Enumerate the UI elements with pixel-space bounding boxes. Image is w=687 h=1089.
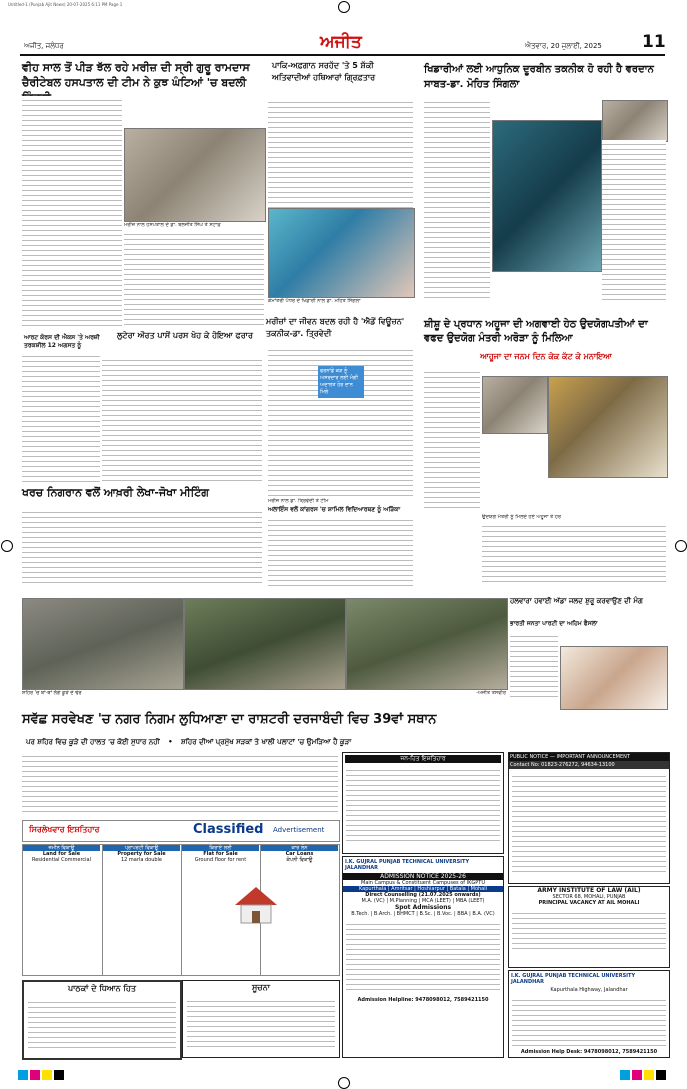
photo-caption: ਉਦਯੋਗ ਮੰਤਰੀ ਨੂੰ ਮਿਲਦੇ ਹੋਏ ਅਹੂਜਾ ਤੇ ਹੋਰ xyxy=(482,514,561,520)
bullet-one: ਪਰ ਸ਼ਹਿਰ ਵਿਚ ਕੂੜੇ ਦੀ ਹਾਲਤ 'ਚ ਕੋਈ ਸੁਧਾਰ ਨਹੀਂ xyxy=(26,738,160,746)
army-vacancy: PRINCIPAL VACANCY AT AIL MOHALI xyxy=(538,900,640,906)
article-body xyxy=(482,522,666,582)
ptu-counselling: Direct Counselling (21.07.2025 onwards) xyxy=(365,892,481,898)
info-notice-body xyxy=(187,997,335,1047)
reader-notice xyxy=(22,980,182,1060)
garbage-photo xyxy=(184,598,346,690)
cls-head: ਜ਼ਮੀਨ ਵਿਕਾਊ xyxy=(23,845,100,851)
notice-contact: Contact No: 01823-276272, 94634-13100 xyxy=(509,761,669,769)
ptu-helpline: Admission Helpline: 9478098012, 7589421150 xyxy=(357,997,489,1003)
article-body xyxy=(268,516,413,586)
registration-mark xyxy=(675,540,687,552)
ptu-courses: M.A. (VC) | M.Planning | MCA (LEET) | MBA (LEET) xyxy=(361,898,485,904)
print-slug: Untitled-1 (Punjab Ajit News) 20-07-2025 6:11 PM Page 1 xyxy=(8,2,123,7)
army-law-ad xyxy=(508,886,670,968)
story-headline: ਸ਼ੀਸ਼ੂ ਦੇ ਪ੍ਰਧਾਨ ਅਹੂਜਾ ਦੀ ਅਗਵਾਈ ਹੇਠ ਉਦਯੋਗਪਤੀਆਂ ਦਾ ਵਫਦ ਉਦਯੋਗ ਮੰਤਰੀ ਅਰੋੜਾ ਨੂੰ ਮਿਲਿਆ xyxy=(424,319,648,344)
photo-credit: -ਅਜੀਤ ਤਸਵੀਰ xyxy=(476,690,506,696)
article-body xyxy=(424,368,480,508)
info-notice-title: ਸੂਚਨਾ xyxy=(251,983,270,992)
cls-col xyxy=(23,845,100,975)
page-number: 11 xyxy=(642,32,666,52)
cmyk-square xyxy=(620,1070,630,1080)
ptu-admission-ad xyxy=(342,856,504,1058)
psa-title: ਜਨ-ਹਿਤ ਇਸ਼ਤਿਹਾਰ xyxy=(345,755,501,763)
bullet-two: ਸ਼ਹਿਰ ਦੀਆਂ ਪ੍ਰਮੁੱਖ ਸੜਕਾਂ ਤੇ ਖਾਲੀ ਪਲਾਟਾਂ 'ਚ ਉਮੜਿਆ ਹੈ ਕੂੜਾ xyxy=(180,738,352,746)
ptu-subtitle: Main Campus & Constituent Campuses of IKGPTU xyxy=(361,880,485,886)
story-headline: ਅਲਾਇੰਸ ਵਲੋਂ ਕਾਂਗਰਸ 'ਚ ਸ਼ਾਮਿਲ ਵਿਦਿਆਰਥਣ ਨੂੰ ਅੜਿੱਕਾ xyxy=(268,506,401,513)
photo-caption: ਕੌਮਾਂਤਰੀ ਪੱਧਰ ਦੇ ਖਿਡਾਰੀ ਨਾਲ ਡਾ. ਮੋਹਿਤ ਸਿੰਗਲਾ xyxy=(268,298,361,304)
article-photo xyxy=(548,376,668,478)
ptu-notice-ad xyxy=(508,970,670,1058)
article-body xyxy=(268,98,413,208)
story-subheadline: ਆਹੂਜਾ ਦਾ ਜਨਮ ਦਿਨ ਕੇਕ ਕੱਟ ਕੇ ਮਨਾਇਆ xyxy=(480,352,612,361)
story-headline: ਵੀਹ ਸਾਲ ਤੋਂ ਪੀੜ ਝੱਲ ਰਹੇ ਮਰੀਜ਼ ਦੀ ਸ੍ਰੀ ਗੁਰੂ ਰਾਮਦਾਸ ਚੈਰੀਟੇਬਲ ਹਸਪਤਾਲ ਦੀ ਟੀਮ ਨੇ ਕੁਝ ਘੰਟਿਆਂ 'ਚ ਬਦਲੀ xyxy=(22,61,250,89)
article-photo xyxy=(482,376,548,434)
cls-text: 12 marla double xyxy=(120,857,163,863)
story-headline: ਪਾਕਿ-ਅਫ਼ਗਾਨ ਸਰਹੱਦ 'ਤੇ 5 ਸ਼ੱਕੀ ਅਤਿਵਾਦੀਆਂ ਹਥਿਆਰਾਂ ਗ੍ਰਿਫ਼ਤਾਰ xyxy=(272,61,376,82)
story-headline: ਖਿਡਾਰੀਆਂ ਲਈ ਆਧੁਨਿਕ ਦੂਰਬੀਨ ਤਕਨੀਕ ਹੋ ਰਹੀ ਹੈ ਵਰਦਾਨ ਸਾਬਤ-ਡਾ. ਮੋਹਿਤ ਸਿੰਗਲਾ xyxy=(424,64,654,90)
ptu-name: I.K. GUJRAL PUNJAB TECHNICAL UNIVERSITY JALANDHAR xyxy=(345,859,470,871)
article-body xyxy=(22,752,338,816)
cls-sub: Flat for Sale xyxy=(203,851,238,857)
photo-caption: ਮਰੀਜ਼ ਨਾਲ ਹਸਪਤਾਲ ਦੇ ਡਾ. ਬਲਜੀਤ ਸਿੰਘ ਤੇ ਸਟਾਫ਼ xyxy=(124,222,221,228)
ptu-spot: Spot Admissions xyxy=(394,904,452,911)
classified-header xyxy=(22,820,340,842)
cls-head: ਕਿਰਾਏ ਲਈ xyxy=(182,845,259,851)
army-subtitle: SECTOR 68, MOHALI, PUNJAB xyxy=(552,894,626,900)
page-date: ਐਤਵਾਰ, 20 ਜੁਲਾਈ, 2025 xyxy=(525,42,602,50)
classified-label-pb: ਸਿਰਲੇਖਵਾਰ ਇਸ਼ਤਿਹਾਰ xyxy=(29,825,100,834)
cmyk-square xyxy=(30,1070,40,1080)
reader-notice-body xyxy=(28,998,176,1048)
notice-body xyxy=(512,772,666,872)
notice-box xyxy=(508,752,670,884)
story-headline: ਖਰਚ ਨਿਗਰਾਨ ਵਲੋਂ ਆਖ਼ਰੀ ਲੇਖਾ-ਜੋਖਾ ਮੀਟਿੰਗ xyxy=(22,486,209,499)
ptu2-name: I.K. GUJRAL PUNJAB TECHNICAL UNIVERSITY JALANDHAR xyxy=(511,973,636,985)
article-photo xyxy=(268,208,415,298)
main-headline: ਸਵੱਛ ਸਰਵੇਖਣ 'ਚ ਨਗਰ ਨਿਗਮ ਲੁਧਿਆਣਾ ਦਾ ਰਾਸ਼ਟਰੀ ਦਰਜਾਬੰਦੀ ਵਿਚ 39ਵਾਂ ਸਥਾਨ xyxy=(22,712,437,727)
story-subheadline: ਭਾਰਤੀ ਜਨਤਾ ਪਾਰਟੀ ਦਾ ਅਹਿਮ ਫੈਸਲਾ xyxy=(510,620,598,627)
pull-quote: ਫਰਨਾਂਡੇ ਕੜ ਨੂੰ ਅਸਰਦਾਰ ਲਈ ਮੰਗੀ ਅਦਾਲਤ ਹੋਰ ਦਾਨ ਮਿਲੇ xyxy=(318,366,364,398)
article-photo xyxy=(124,128,266,222)
article-body xyxy=(510,632,558,698)
ptu2-body xyxy=(512,996,666,1046)
cls-col xyxy=(102,845,180,975)
cls-text: Ground floor for rent xyxy=(194,857,247,863)
classified-grid xyxy=(22,844,340,976)
article-body xyxy=(124,230,264,326)
cls-sub: Property for Sale xyxy=(117,851,166,857)
cls-head: ਕਾਰ ਲੋਨ xyxy=(261,845,338,851)
headline-bullet: ਪਰ ਸ਼ਹਿਰ ਵਿਚ ਕੂੜੇ ਦੀ ਹਾਲਤ 'ਚ ਕੋਈ ਸੁਧਾਰ ਨਹੀਂ • ਸ਼ਹਿਰ ਦੀਆਂ ਪ੍ਰਮੁੱਖ ਸੜਕਾਂ ਤੇ ਖਾਲੀ ਪਲਾਟਾਂ 'ਚ ਉਮੜਿਆ ਹੈ ਕੂੜਾ xyxy=(26,738,352,746)
article-body xyxy=(424,98,490,298)
masthead: ਅਜੀਤ xyxy=(320,32,362,52)
cls-sub: Car Loans xyxy=(285,851,314,857)
psa-body xyxy=(346,766,500,842)
cmyk-square xyxy=(632,1070,642,1080)
cls-head: ਪ੍ਰਾਪਰਟੀ ਵਿਕਾਊ xyxy=(103,845,180,851)
article-body xyxy=(602,140,666,300)
registration-mark xyxy=(338,1,350,13)
cmyk-square xyxy=(54,1070,64,1080)
photo-caption: ਸ਼ਹਿਰ 'ਚ ਥਾਂ-ਥਾਂ ਲੱਗੇ ਕੂੜੇ ਦੇ ਢੇਰ xyxy=(22,690,82,696)
article-body xyxy=(22,352,100,482)
registration-mark xyxy=(1,540,13,552)
classified-label-en: Classified xyxy=(193,822,264,837)
ptu-campuses: Kapurthala | Amritsar | Hoshiarpur | Batala | Mohali xyxy=(343,886,503,892)
ptu-programs: B.Tech. | B.Arch. | BHMCT | B.Sc. | B.Voc. | BBA | B.A. (VC) xyxy=(351,911,495,917)
psa-box xyxy=(342,752,504,854)
cmyk-square xyxy=(18,1070,28,1080)
army-body xyxy=(512,909,666,949)
garbage-photo xyxy=(346,598,508,690)
garbage-photo xyxy=(22,598,184,690)
article-photo xyxy=(492,120,602,272)
article-body xyxy=(22,508,262,584)
info-notice xyxy=(182,980,340,1058)
page-header xyxy=(20,34,665,56)
cmyk-square xyxy=(656,1070,666,1080)
ptu2-helpline: Admission Help Desk: 9478098012, 7589421150 xyxy=(520,1049,658,1055)
photo-caption: ਮਰੀਜ਼ ਨਾਲ ਡਾ. ਤ੍ਰਿਵੇਦੀ ਤੇ ਟੀਮ xyxy=(268,498,329,504)
ptu-admission-title: ADMISSION NOTICE 2025-26 xyxy=(343,873,503,880)
reader-notice-title: ਪਾਠਕਾਂ ਦੇ ਧਿਆਨ ਹਿਤ xyxy=(67,984,136,993)
story-headline: ਮਰੀਜ਼ਾਂ ਦਾ ਜੀਵਨ ਬਦਲ ਰਹੀ ਹੈ 'ਐਡੋਂ ਵਿਊਜ਼ਨ' ਤਕਨੀਕ-ਡਾ. ਤ੍ਰਿਵੇਦੀ xyxy=(266,317,405,338)
ptu-body xyxy=(346,920,500,994)
house-icon xyxy=(233,885,279,925)
cls-sub: Land for Sale xyxy=(42,851,81,857)
cls-text: ਕੰਪਨੀ ਵਿਕਾਊ xyxy=(286,857,313,863)
portrait-photo xyxy=(602,100,668,142)
article-body xyxy=(22,96,122,326)
section-label: ਅਜੀਤ, ਜਲੰਧਰ xyxy=(24,42,64,50)
registration-mark xyxy=(338,1077,350,1089)
notice-title: PUBLIC NOTICE — IMPORTANT ANNOUNCEMENT xyxy=(509,753,669,761)
article-body xyxy=(102,356,262,482)
story-headline: ਹਲਵਾਰਾ ਹਵਾਈ ਅੱਡਾ ਜਲਦ ਸ਼ੁਰੂ ਕਰਵਾਉਣ ਦੀ ਮੰਗ xyxy=(510,597,643,605)
cls-text: Residential Commercial xyxy=(31,857,92,863)
story-headline: ਲੁਟੇਰਾ ਔਰਤ ਪਾਸੋਂ ਪਰਸ ਖੋਹ ਕੇ ਹੋਇਆ ਫਰਾਰ xyxy=(117,331,253,340)
ptu2-line: Kapurthala Highway, Jalandhar xyxy=(550,987,628,993)
portrait-photo xyxy=(560,646,668,710)
story-headline: ਆਰਟ ਕੋਰਸ ਦੀ ਐਕਸ 'ਤੇ ਅਰਜ਼ੀ ਤਰਕਸ਼ੀਲ 12 ਅਗਸਤ ਨੂੰ xyxy=(24,334,100,349)
cmyk-square xyxy=(42,1070,52,1080)
cmyk-square xyxy=(644,1070,654,1080)
classified-label-en2: Advertisement xyxy=(273,826,325,834)
army-title: ARMY INSTITUTE OF LAW (AIL) xyxy=(537,887,641,894)
